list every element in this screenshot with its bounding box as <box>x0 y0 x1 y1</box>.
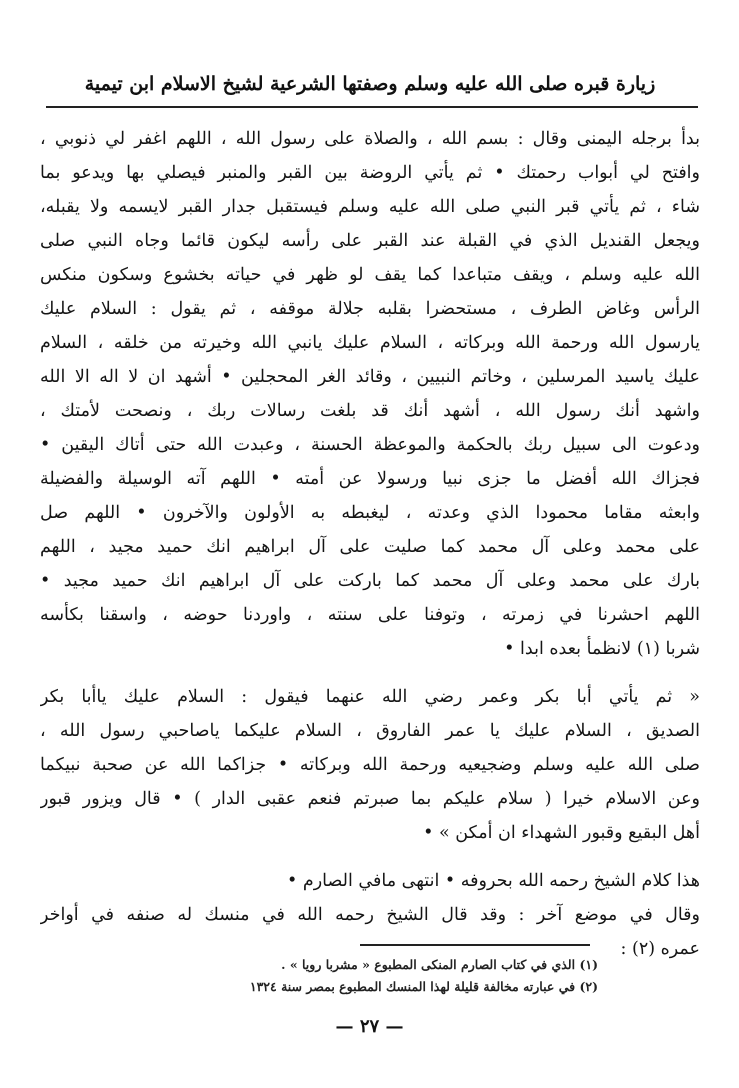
text-line: أهل البقيع وقبور الشهداء ان أمكن » • <box>423 823 700 843</box>
text-line: شربا (١) لانظمأ بعده ابدا • <box>504 639 700 659</box>
text-line: « ثم يأتي أبا بكر وعمر رضي الله عنهما فيقول : السلام عليك ياأبا بكر <box>40 687 700 707</box>
paragraph-visit-companions <box>40 680 700 850</box>
paragraph-gap <box>40 850 700 864</box>
text-line: بارك على محمد وعلى آل محمد كما باركت على آل ابراهيم انك حميد مجيد • <box>40 571 700 591</box>
text-line: واشهد أنك رسول الله ، أشهد أنك قد بلغت رسالات ربك ، ونصحت لأمتك ، <box>40 401 700 421</box>
text-line: على محمد وعلى آل محمد كما صليت على آل ابراهيم انك حميد مجيد ، اللهم <box>40 537 700 557</box>
text-line: وابعثه مقاما محمودا الذي وعدته ، ليغبطه به الأولون والآخرون • اللهم صل <box>40 503 700 523</box>
running-header: زيارة قبره صلى الله عليه وسلم وصفتها الشرعية لشيخ الاسلام ابن تيمية <box>84 73 656 95</box>
text-line: الرأس وغاض الطرف ، مستحضرا بقلبه جلالة موقفه ، ثم يقول : السلام عليك <box>40 299 700 319</box>
text-line: ودعوت الى سبيل ربك بالحكمة والموعظة الحسنة ، وعبدت الله حتى أتاك اليقين • <box>40 435 700 455</box>
text-line: وافتح لي أبواب رحمتك • ثم يأتي الروضة بين القبر والمنبر فيصلي بها ويدعو بما <box>40 163 700 183</box>
text-line: بدأ برجله اليمنى وقال : بسم الله ، والصلاة على رسول الله ، اللهم اغفر لي ذنوبي ، <box>40 129 700 149</box>
text-line: صلى الله عليه وسلم وضجيعيه ورحمة الله وبركاته • جزاكما الله عن صحبة نبيكما <box>40 755 700 775</box>
paragraph-gap <box>40 666 700 680</box>
paragraph-end-quote <box>40 864 700 898</box>
text-line: هذا كلام الشيخ رحمه الله بحروفه • انتهى مافي الصارم • <box>286 871 700 891</box>
text-line: وقال في موضع آخر : وقد قال الشيخ رحمه الله في منسك له صنفه في أواخر <box>40 905 700 925</box>
text-line: الله عليه وسلم ، ويقف متباعدا كما يقف لو ظهر في حياته بخشوع وسكون منكس <box>40 265 700 285</box>
footnote-1: (١) الذي في كتاب الصارم المنكى المطبوع « مشربا رويا » . <box>281 957 598 972</box>
header-rule <box>46 106 698 108</box>
text-line: وعن الاسلام خيرا ( سلام عليكم بما صبرتم فنعم عقبى الدار ) • قال ويزور قبور <box>40 789 700 809</box>
text-line: الصديق ، السلام عليك يا عمر الفاروق ، السلام عليكما ياصاحبي رسول الله ، <box>40 721 700 741</box>
text-line: فجزاك الله أفضل ما جزى نبيا ورسولا عن أمته • اللهم آته الوسيلة والفضيلة <box>40 469 700 489</box>
footnotes <box>180 954 598 998</box>
text-line: شاء ، ثم يأتي قبر النبي صلى الله عليه وسلم فيستقبل جدار القبر لايسمه ولا يقبله، <box>40 197 700 217</box>
main-text <box>40 122 700 966</box>
text-line: يارسول الله ورحمة الله وبركاته ، السلام عليك يانبي الله وخيرته من خلقه ، السلام <box>40 333 700 353</box>
paragraph-visit-prophet <box>40 122 700 666</box>
text-line: اللهم احشرنا في زمرته ، وتوفنا على سنته ، واوردنا حوضه ، واسقنا بكأسه <box>40 605 700 625</box>
footnote-rule <box>360 944 590 946</box>
page-number: — ٢٧ — <box>335 1016 404 1037</box>
text-line: ويجعل القنديل الذي في القبلة عند القبر على رأسه ليكون قائما وجاه النبي صلى <box>40 231 700 251</box>
text-line: عليك ياسيد المرسلين ، وخاتم النبيين ، وقائد الغر المحجلين • أشهد ان لا اله الا الله <box>40 367 700 387</box>
footnote-2: (٢) في عبارته مخالفة قليلة لهذا المنسك المطبوع بمصر سنة ١٣٢٤ <box>249 979 598 994</box>
text-line: عمره (٢) : <box>620 939 700 959</box>
